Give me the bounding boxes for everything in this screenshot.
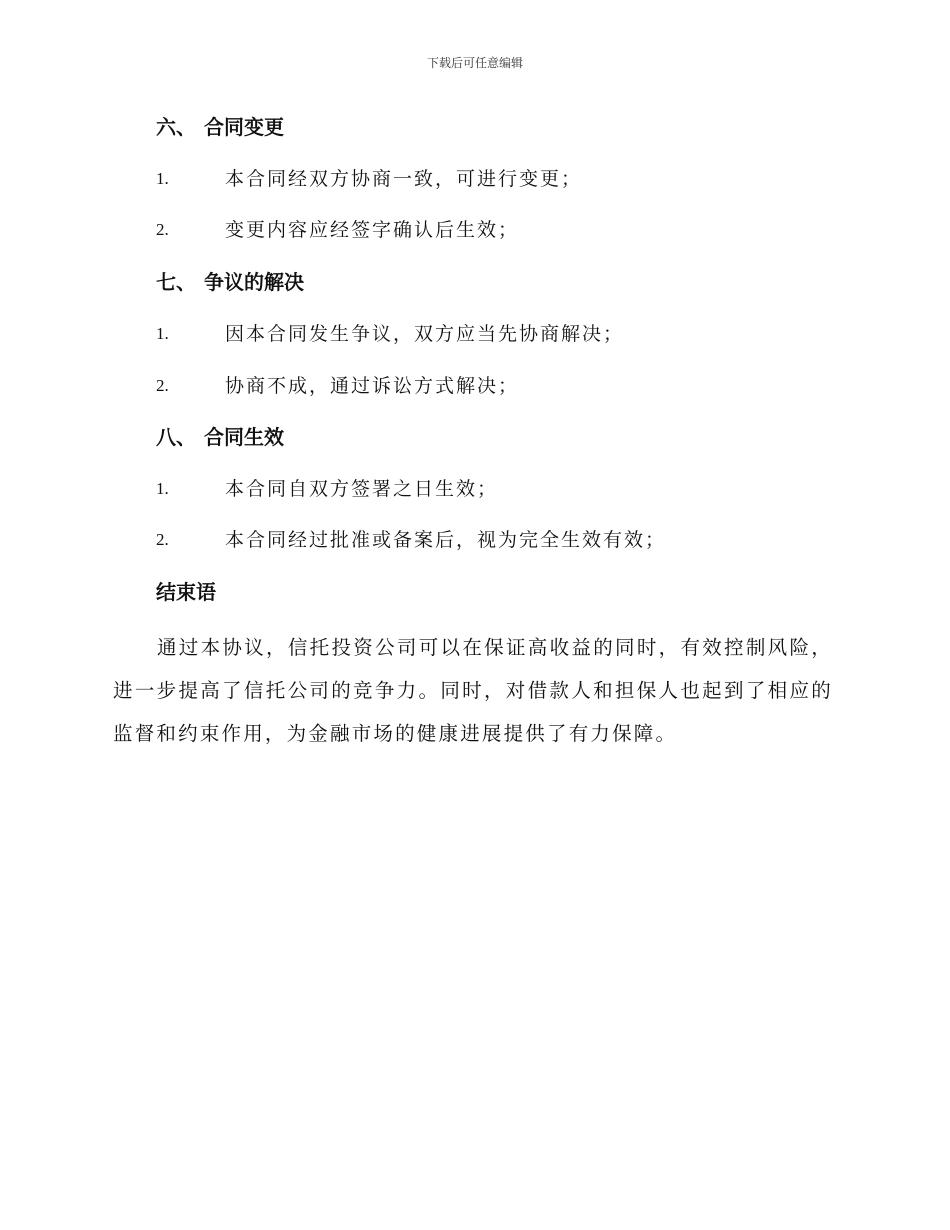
item-text: 变更内容应经签字确认后生效；: [225, 219, 520, 241]
section-number: 七、: [156, 270, 196, 294]
item-number: 2.: [156, 530, 169, 549]
page-header: 下载后可任意编辑: [426, 56, 523, 70]
item-text: 本合同自双方签署之日生效；: [225, 478, 499, 500]
item-text: 本合同经过批准或备案后，视为完全生效有效；: [225, 529, 667, 551]
section-number: 六、: [156, 115, 196, 139]
section-heading-8: [156, 423, 284, 451]
conclusion-paragraph: 通过本协议，信托投资公司可以在保证高收益的同时，有效控制风险，进一步提高了信托公司的竞争力。同时，对借款人和担保人也起到了相应的监督和约束作用，为金融市场的健康进展提供了有力保障。: [113, 636, 833, 745]
item-number: 1.: [156, 324, 169, 343]
section-title: 合同生效: [204, 425, 284, 449]
conclusion-title: 结束语: [156, 580, 216, 604]
item-number: 1.: [156, 479, 169, 498]
item-text: 本合同经双方协商一致，可进行变更；: [225, 168, 583, 190]
item-number: 1.: [156, 169, 169, 188]
item-number: 2.: [156, 376, 169, 395]
section-title: 争议的解决: [204, 270, 304, 294]
item-text: 因本合同发生争议，双方应当先协商解决；: [225, 323, 625, 345]
section-title: 合同变更: [204, 115, 284, 139]
item-number: 2.: [156, 220, 169, 239]
section-heading-6: [156, 113, 284, 141]
section-number: 八、: [156, 425, 196, 449]
section-heading-7: [156, 268, 304, 296]
item-text: 协商不成，通过诉讼方式解决；: [225, 375, 520, 397]
